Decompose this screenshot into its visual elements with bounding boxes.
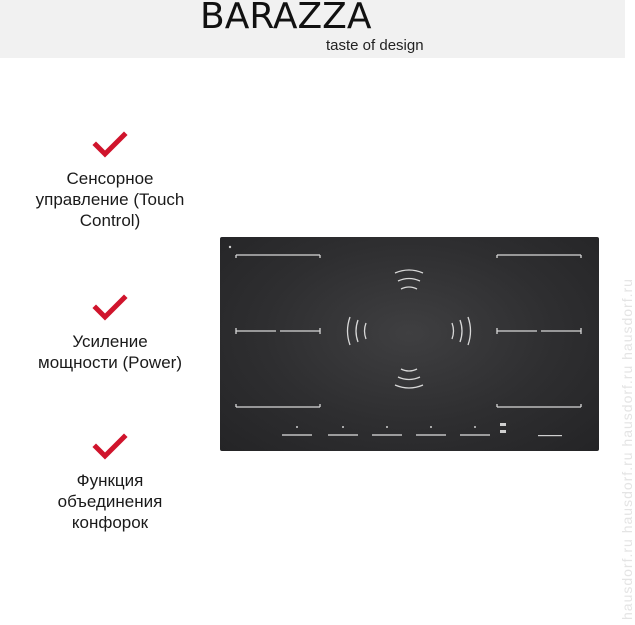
brand-logo: BARAZZA	[200, 0, 372, 37]
check-icon	[93, 132, 127, 158]
feature-power-boost	[10, 295, 210, 373]
feature-touch-control	[10, 132, 210, 231]
feature-bridge-zones	[10, 434, 210, 533]
cooktop-markings	[220, 237, 599, 451]
header-bar	[0, 0, 625, 58]
check-icon	[93, 434, 127, 460]
check-icon	[93, 295, 127, 321]
feature-text: Функция объединения конфорок	[57, 471, 163, 532]
feature-text: Сенсорное управление (Touch Control)	[35, 169, 185, 230]
watermark-text: hausdorf.ru hausdorf.ru hausdorf.ru hausdorf.ru	[619, 278, 635, 620]
feature-text: Усиление мощности (Power)	[38, 332, 182, 372]
brand-tagline: taste of design	[326, 37, 424, 54]
watermark	[601, 0, 635, 625]
product-image-cooktop	[220, 237, 599, 451]
